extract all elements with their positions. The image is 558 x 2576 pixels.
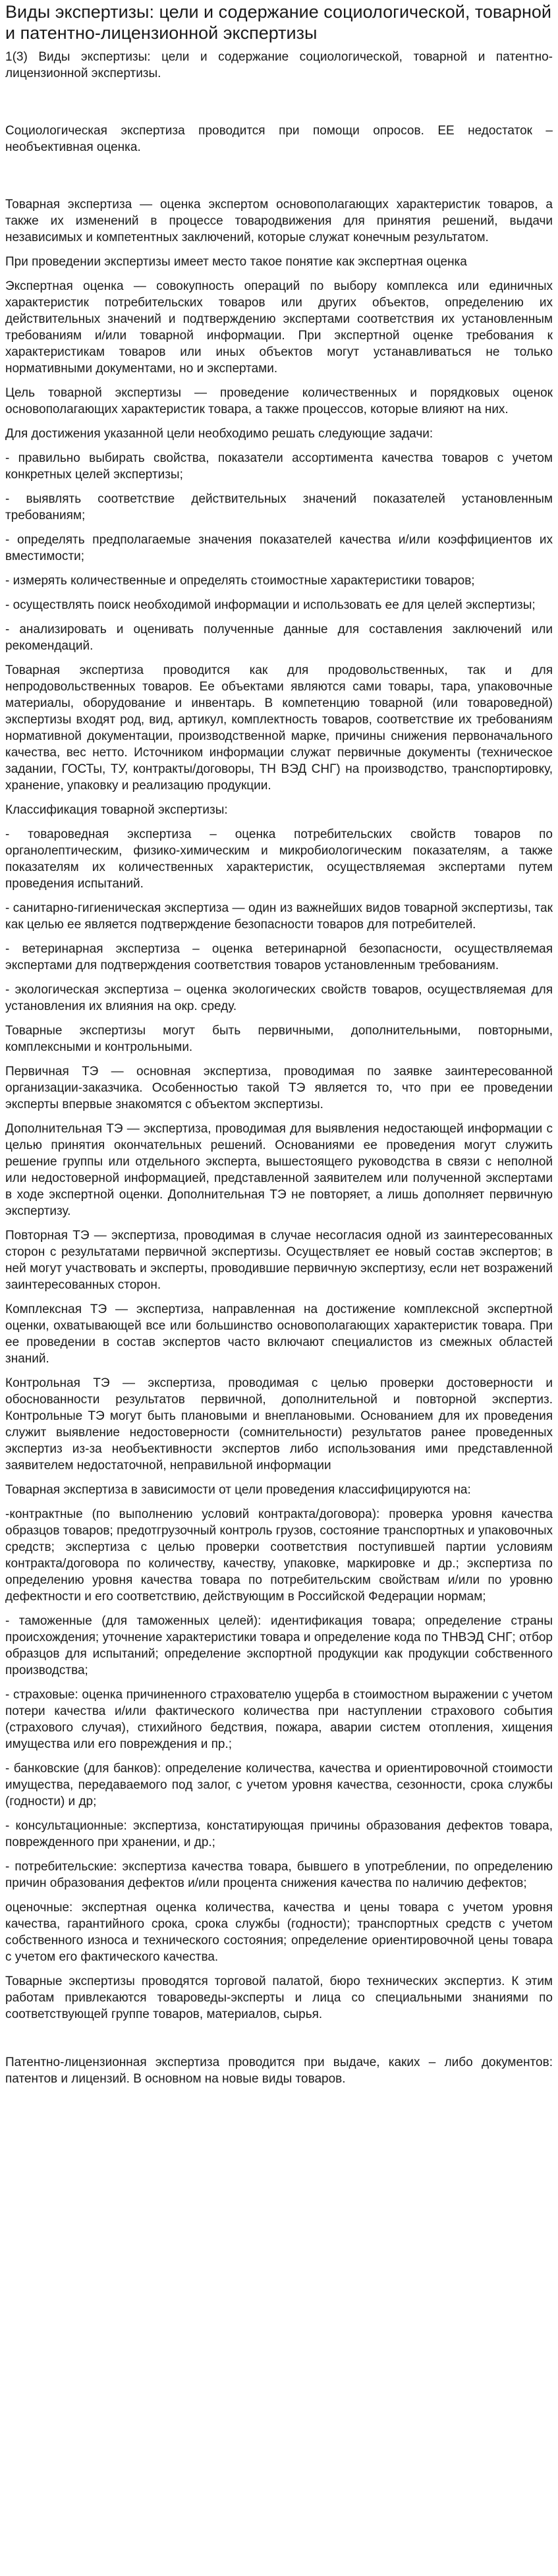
paragraph: Дополнительная ТЭ — экспертиза, проводимая для выявления недостающей информации с целью принятия окончательных решений. Основаниями ее проведения могут служить решение группы или отдельного эксперта, вышестоящего руководства в связи с неполной или недостоверной информацией, представленной заявителем или полученной экспертами в ходе экспертной оценки. Дополнительная ТЭ не повторяет, а лишь дополняет первичную экспертизу. [5,1122,553,1218]
paragraph: Товарные экспертизы проводятся торговой палатой, бюро технических экспертиз. К этим работам привлекаются товароведы-эксперты и лица со специальными знаниями по соответствующей группе товаров, материалов, сырья. [5,1974,553,2021]
spacer [5,82,553,123]
list-item: - определять предполагаемые значения показателей качества и/или коэффициентов их вместимости; [5,533,553,563]
paragraph: Товарная экспертиза проводится как для продовольственных, так и для непродовольственных товаров. Ее объектами являются сами товары, тара, упаковочные материалы, оборудование и инвентарь. В компетенцию товарной (или товароведной) экспертизы входят род, вид, артикул, комплектность товаров, соответствие их требованиям нормативной документации, производственной марке, причины снижения первоначального качества, вес нетто. Источником информации служат первичные документы (техническое задании, ГОСТы, ТУ, контракты/договоры, ТН ВЭД СНГ) на производство, транспортировку, хранение, упаковку и реализацию продукции. [5,663,553,793]
list-item: - экологическая экспертиза – оценка экологических свойств товаров, осуществляемая для установления их влияния на окр. среду. [5,983,553,1013]
paragraph: Контрольная ТЭ — экспертиза, проводимая с целью проверки достоверности и обоснованности результатов первичной, дополнительной и повторной экспертиз. Контрольные ТЭ могут быть плановыми и внеплановыми. Основанием для их проведения служит выявление недостоверности (сомнительности) результатов ранее проведенных экспертиз из-за необъективности экспертов либо использования ими представленной заявителем недостаточной, неправильной информации [5,1376,553,1472]
list-item: - страховые: оценка причиненного страхователю ущерба в стоимостном выражении с учетом потери качества и/или фактического количества при наступлении страхового события (страхового случая), стихийного бедствия, пожара, аварии систем отопления, хищения имущества или его повреждения и пр.; [5,1688,553,1751]
spacer [5,155,553,196]
list-item: -контрактные (по выполнению условий контракта/договора): проверка уровня качества образцов товаров; предотгрузочный контроль грузов, состояние транспортных и упаковочных средств; экспертиза с целью проверки соответствия поступившей партии условиям контракта/договора по количеству, качеству, упаковке, маркировке и др.; экспертиза по определению уровня качества товара по потребительским свойствам и/или по уровню дефектности и его соответствию, действующим в Российской Федерации нормам; [5,1507,553,1604]
list-item: - санитарно-гигиеническая экспертиза — один из важнейших видов товарной экспертизы, так как целью ее является подтверждение безопасности товаров для потребителей. [5,901,553,932]
list-item: - товароведная экспертиза – оценка потребительских свойств товаров по органолептическим, физико-химическим и микробиологическим показателям, а также показателям их количественных характеристик, осуществляемая экспертами путем проведения испытаний. [5,827,553,891]
paragraph: Комплексная ТЭ — экспертиза, направленная на достижение комплексной экспертной оценки, охватывающей все или большинство основополагающих характеристик товара. При ее проведении в состав экспертов часто включают специалистов из смежных областей знаний. [5,1302,553,1366]
list-item: - ветеринарная экспертиза – оценка ветеринарной безопасности, осуществляемая экспертами для подтверждения соответствия товаров установленным требованиям. [5,942,553,972]
list-item: - консультационные: экспертиза, констатирующая причины образования дефектов товара, поврежденного при хранении, и др.; [5,1819,553,1849]
list-item: - потребительские: экспертиза качества товара, бывшего в употреблении, по определению причин образования дефектов и/или процента снижения качества по наличию дефектов; [5,1860,553,1890]
list-item: - измерять количественные и определять стоимостные характеристики товаров; [5,574,475,588]
page-subtitle: 1(3) Виды экспертизы: цели и содержание социологической, товарной и патентно-лицензионной экспертизы. [5,50,553,80]
paragraph: Товарные экспертизы могут быть первичными, дополнительными, повторными, комплексными и контрольными. [5,1024,553,1054]
list-item: - выявлять соответствие действительных значений показателей установленным требованиям; [5,492,553,522]
list-item: - банковские (для банков): определение количества, качества и ориентировочной стоимости имущества, передаваемого под залог, с учетом уровня качества, сезонности, срока службы (годности) и др; [5,1762,553,1808]
paragraph: При проведении экспертизы имеет место такое понятие как экспертная оценка [5,255,467,269]
document-page [0,1,558,2087]
spacer [5,2030,553,2054]
paragraph: Первичная ТЭ — основная экспертиза, проводимая по заявке заинтересованной организации-заказчика. Особенностью такой ТЭ является то, что при ее проведении эксперты впервые знакомятся с объектом экспертизы. [5,1065,553,1111]
list-item: оценочные: экспертная оценка количества, качества и цены товара с учетом уровня качества, гарантийного срока, срока службы (годности); транспортных средств с учетом собственного износа и технического состояния; определение ориентировочной цены товара с учетом его фактического качества. [5,1901,553,1964]
paragraph: Классификация товарной экспертизы: [5,803,228,817]
list-item: - таможенные (для таможенных целей): идентификация товара; определение страны происхождения; уточнение характеристики товара и определение кода по ТНВЭД СНГ; отбор образцов для испытаний; определение экспортной продукции как продукции собственного производства; [5,1614,553,1677]
paragraph: Цель товарной экспертизы — проведение количественных и порядковых оценок основополагающих характеристик товара, а также процессов, которые влияют на них. [5,386,553,416]
paragraph: Товарная экспертиза в зависимости от цели проведения классифицируются на: [5,1483,471,1497]
intro-paragraph: Социологическая экспертиза проводится при помощи опросов. ЕЕ недостаток – необъективная оценка. [5,124,553,154]
list-item: - правильно выбирать свойства, показатели ассортимента качества товаров с учетом конкретных целей экспертизы; [5,451,553,482]
closing-paragraph: Патентно-лицензионная экспертиза проводится при выдаче, каких – либо документов: патентов и лицензий. В основном на новые виды товаров. [5,2056,553,2086]
page-title: Виды экспертизы: цели и содержание социологической, товарной и патентно-лицензионной экспертизы [5,2,551,43]
list-item: - анализировать и оценивать полученные данные для составления заключений или рекомендаций. [5,623,553,653]
paragraph: Повторная ТЭ — экспертиза, проводимая в случае несогласия одной из заинтересованных сторон с результатами первичной экспертизы. Осуществляет ее новый состав экспертов; в ней могут участвовать и эксперты, проводившие первичную экспертизу, если нет возражений заинтересованных сторон. [5,1229,553,1292]
paragraph: Экспертная оценка — совокупность операций по выбору комплекса или единичных характеристик потребительских товаров или других объектов, определению их действительных значений и подтверждению экспертами соответствия их установленным требованиям и/или товарной информации. При экспертной оценке требования к характеристикам товаров или иных объектов могут устанавливаться не только нормативными документами, но и экспертами. [5,279,553,376]
paragraph: Товарная экспертиза — оценка экспертом основополагающих характеристик товаров, а также их изменений в процессе товародвижения для принятия решений, выдачи независимых и компетентных заключений, которые служат конечным результатом. [5,198,553,244]
paragraph: Для достижения указанной цели необходимо решать следующие задачи: [5,427,433,441]
body-content [5,196,553,2023]
list-item: - осуществлять поиск необходимой информации и использовать ее для целей экспертизы; [5,598,536,612]
